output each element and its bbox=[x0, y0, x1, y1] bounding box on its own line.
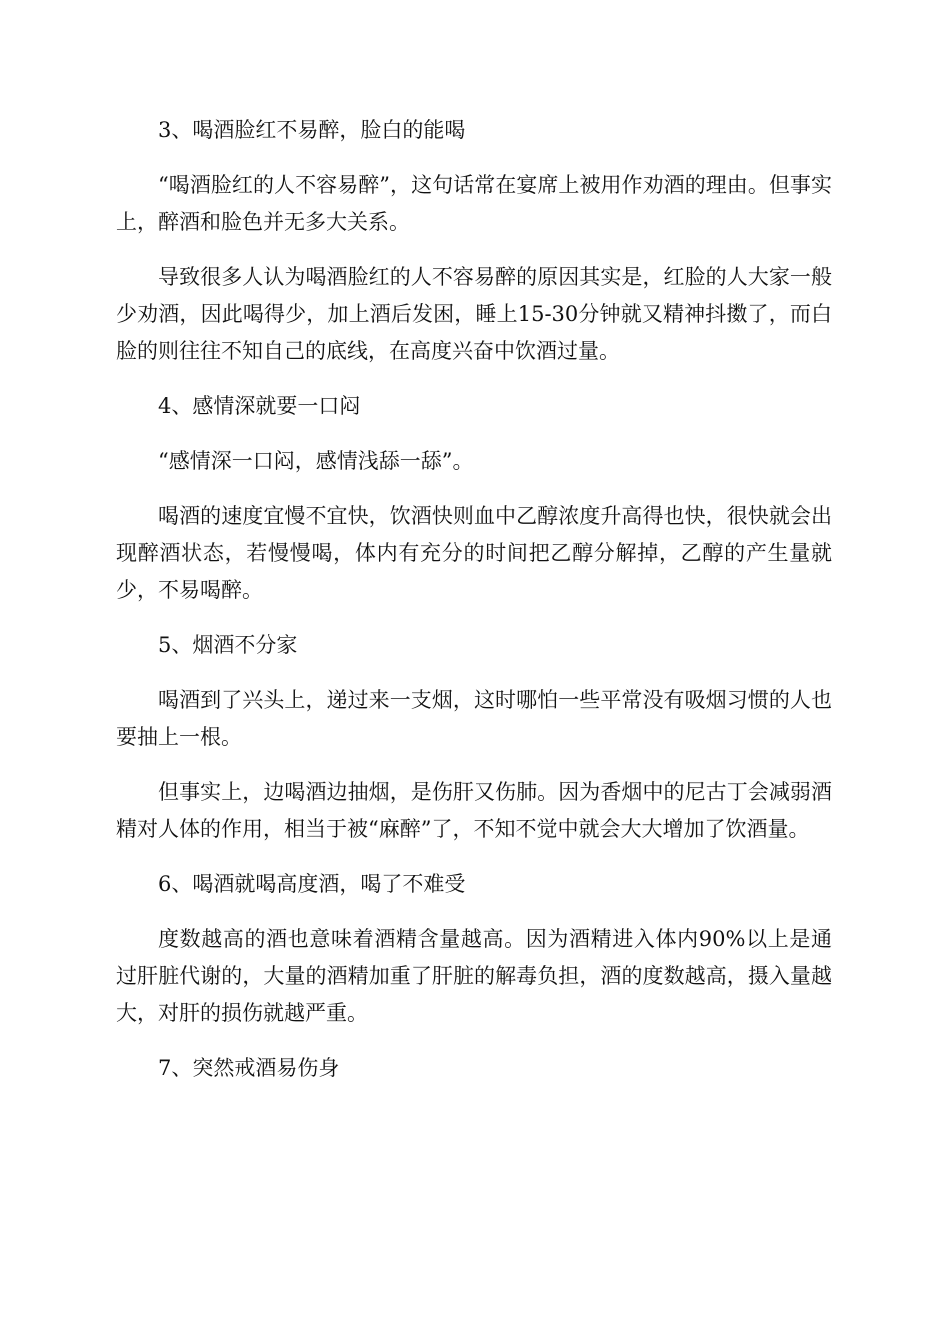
section-heading-6: 6、喝酒就喝高度酒，喝了不难受 bbox=[158, 872, 466, 896]
paragraph: 喝酒到了兴头上，递过来一支烟，这时哪怕一些平常没有吸烟习惯的人也要抽上一根。 bbox=[116, 688, 832, 749]
paragraph: 但事实上，边喝酒边抽烟，是伤肝又伤肺。因为香烟中的尼古丁会减弱酒精对人体的作用，相当于被“麻醉”了，不知不觉中就会大大增加了饮酒量。 bbox=[116, 780, 832, 841]
paragraph: 度数越高的酒也意味着酒精含量越高。因为酒精进入体内90%以上是通过肝脏代谢的，大量的酒精加重了肝脏的解毒负担，酒的度数越高，摄入量越大，对肝的损伤就越严重。 bbox=[116, 927, 832, 1025]
section-heading-7: 7、突然戒酒易伤身 bbox=[158, 1056, 340, 1080]
paragraph: “喝酒脸红的人不容易醉”，这句话常在宴席上被用作劝酒的理由。但事实上，醉酒和脸色并无多大关系。 bbox=[116, 173, 832, 234]
section-heading-3: 3、喝酒脸红不易醉，脸白的能喝 bbox=[158, 118, 466, 142]
paragraph: 导致很多人认为喝酒脸红的人不容易醉的原因其实是，红脸的人大家一般少劝酒，因此喝得少，加上酒后发困，睡上15-30分钟就又精神抖擞了，而白脸的则往往不知自己的底线，在高度兴奋中饮酒过量。 bbox=[116, 265, 832, 363]
paragraph: “感情深一口闷，感情浅舔一舔”。 bbox=[158, 449, 474, 473]
document-body bbox=[116, 112, 832, 1105]
section-heading-5: 5、烟酒不分家 bbox=[158, 633, 298, 657]
paragraph: 喝酒的速度宜慢不宜快，饮酒快则血中乙醇浓度升高得也快，很快就会出现醉酒状态，若慢慢喝，体内有充分的时间把乙醇分解掉，乙醇的产生量就少，不易喝醉。 bbox=[116, 504, 832, 602]
section-heading-4: 4、感情深就要一口闷 bbox=[158, 394, 361, 418]
